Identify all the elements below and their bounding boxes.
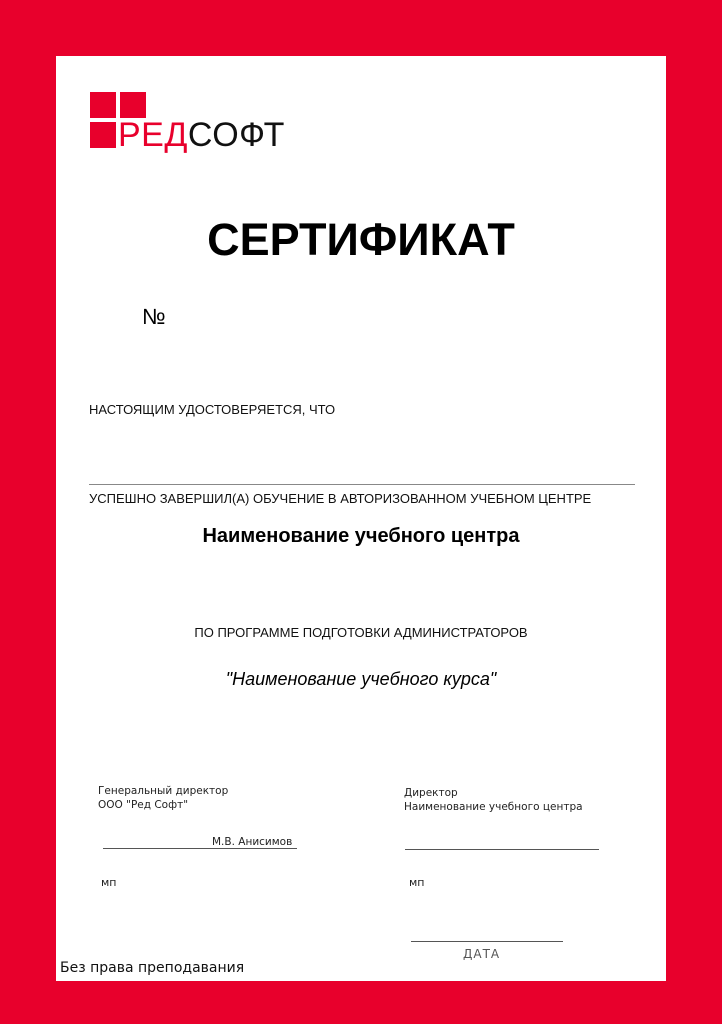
left-signature-line [103,848,297,849]
logo-text-red: РЕД [118,116,188,154]
recipient-name-line [89,484,635,485]
course-name: "Наименование учебного курса" [225,669,497,689]
completed-text: УСПЕШНО ЗАВЕРШИЛ(А) ОБУЧЕНИЕ В АВТОРИЗОВАННОМ УЧЕБНОМ ЦЕНТРЕ [89,491,592,506]
logo-square-bottom-left [90,122,116,148]
left-signer-position: Генеральный директор [98,785,229,797]
date-label: ДАТА [463,947,501,961]
logo-text [118,115,285,155]
right-stamp-label: мп [409,876,425,889]
logo-text-black: СОФТ [187,116,285,154]
right-signer-company: Наименование учебного центра [404,801,583,813]
right-signature-line [405,849,599,850]
left-signer-company: ООО "Ред Софт" [98,799,189,811]
footer-note: Без права преподавания [60,960,245,976]
logo-square-top-left [90,92,116,118]
left-stamp-label: мп [101,876,117,889]
right-signer-position: Директор [404,787,458,799]
certificate-title: СЕРТИФИКАТ [207,214,515,265]
certify-text: НАСТОЯЩИМ УДОСТОВЕРЯЕТСЯ, ЧТО [89,402,336,417]
program-text: ПО ПРОГРАММЕ ПОДГОТОВКИ АДМИНИСТРАТОРОВ [194,625,528,640]
certificate-number-label: № [142,304,166,329]
certificate-sheet [56,56,666,981]
training-center-name: Наименование учебного центра [202,525,520,547]
date-line [411,941,563,942]
left-signer-name: М.В. Анисимов [212,836,293,848]
